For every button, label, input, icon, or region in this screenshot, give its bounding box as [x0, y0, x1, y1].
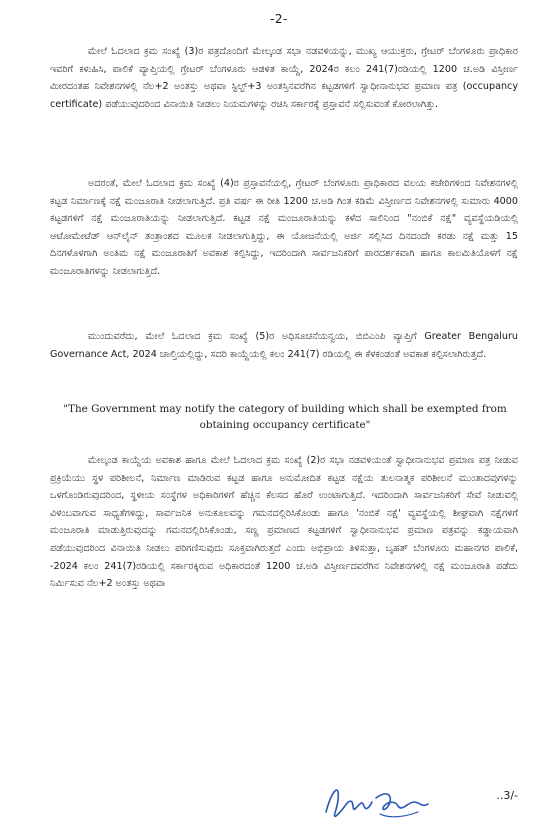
- signature-image: [318, 772, 436, 824]
- quoted-act-clause: "The Government may notify the category of building which shall be exempted from obtaining occupancy certificate": [63, 403, 507, 431]
- page-number: -2-: [270, 12, 288, 26]
- paragraph-2: ಅದರಂತೆ, ಮೇಲೆ ಓದಲಾದ ಕ್ರಮ ಸಂಖ್ಯೆ (4)ರ ಪ್ರಸ್ತಾವನೆಯಲ್ಲಿ, ಗ್ರೇಟರ್ ಬೆಂಗಳೂರು ಪ್ರಾಧಿಕಾರದ ವಲಯ ಕಚೇರಿಗಳಿಂದ ನಿವೇಶನಗಳಲ್ಲಿ ಕಟ್ಟಡ ನಿರ್ಮಾಣಕ್ಕೆ ನಕ್ಷೆ ಮಂಜೂರಾತಿ ನೀಡಲಾಗುತ್ತಿದೆ. ಪ್ರತಿ ವರ್ಷ ಈ ರೀತಿ 1200 ಚ.ಅಡಿ ಗಿಂತ ಕಡಿಮೆ ವಿಸ್ತೀರ್ಣದ ನಿವೇಶನಗಳಲ್ಲಿ ಸುಮಾರು 4000 ಕಟ್ಟಡಗಳಿಗೆ ನಕ್ಷೆ ಮಂಜೂರಾತಿಯನ್ನು ನೀಡಲಾಗುತ್ತಿದೆ. ಕಟ್ಟಡ ನಕ್ಷೆ ಮಂಜೂರಾತಿಯನ್ನು ಕಳೆದ ಸಾಲಿನಿಂದ "ನಂಬಿಕೆ ನಕ್ಷೆ" ವ್ಯವಸ್ಥೆಯಡಿಯಲ್ಲಿ ಆಟೋಮೇಟೆಡ್ ಆನ್‌ಲೈನ್ ತಂತ್ರಾಂಶದ ಮೂಲಕ ನೀಡಲಾಗುತ್ತಿದ್ದು, ಈ ಯೋಜನೆಯಲ್ಲಿ ಅರ್ಜಿ ಸಲ್ಲಿಸಿದ ದಿನದಂದೇ ಕರಡು ನಕ್ಷೆ ಮತ್ತು 15 ದಿನಗಳೊಳಗಾಗಿ ಅಂತಿಮ ನಕ್ಷೆ ಮಂಜೂರಾತಿಗೆ ಅವಕಾಶ ಕಲ್ಪಿಸಿದ್ದು, ಇದರಿಂದಾಗಿ ಸಾರ್ವಜನಿಕರಿಗೆ ಪಾರದರ್ಶಕವಾಗಿ ಹಾಗೂ ಕಾಲಮಿತಿಯೊಳಗೆ ನಕ್ಷೆ ಮಂಜೂರಾತಿಗಳನ್ನು ನೀಡಲಾಗುತ್ತಿದೆ.: [50, 178, 518, 277]
- paragraph-1: ಮೇಲೆ ಓದಲಾದ ಕ್ರಮ ಸಂಖ್ಯೆ (3)ರ ಪತ್ರದೊಂದಿಗೆ ಮೇಲ್ಕಂಡ ಸಭಾ ನಡವಳಿಯನ್ನು, ಮುಖ್ಯ ಆಯುಕ್ತರು, ಗ್ರೇಟರ್ ಬೆಂಗಳೂರು ಪ್ರಾಧಿಕಾರ ಇವರಿಗೆ ಕಳುಹಿಸಿ, ಪಾಲಿಕೆ ವ್ಯಾಪ್ತಿಯಲ್ಲಿ ಗ್ರೇಟರ್ ಬೆಂಗಳೂರು ಆಡಳಿತ ಕಾಯ್ದೆ, 2024ರ ಕಲಂ 241(7)ರಡಿಯಲ್ಲಿ 1200 ಚ.ಅಡಿ ವಿಸ್ತೀರ್ಣ ಮೀರದಂತಹ ನಿವೇಶನಗಳಲ್ಲಿ ನೆಲ+2 ಅಂತಸ್ತು ಅಥವಾ ಸ್ಟಿಲ್ಟ್+3 ಅಂತಸ್ತಿನವರೆಗಿನ ಕಟ್ಟಡಗಳಿಗೆ ಸ್ವಾಧೀನಾನುಭವ ಪ್ರಮಾಣ ಪತ್ರ (occupancy certificate) ಪಡೆಯುವುದರಿಂದ ವಿನಾಯಿತಿ ನೀಡಲು ನಿಯಮಗಳನ್ನು ರಚಿಸಿ ಸರ್ಕಾರಕ್ಕೆ ಪ್ರಸ್ತಾವನೆ ಸಲ್ಲಿಸುವಂತೆ ಕೋರಲಾಗಿತ್ತು.: [50, 46, 518, 110]
- paragraph-4: ಮೇಲ್ಕಂಡ ಕಾಯ್ದೆಯ ಅವಕಾಶ ಹಾಗೂ ಮೇಲೆ ಓದಲಾದ ಕ್ರಮ ಸಂಖ್ಯೆ (2)ರ ಸಭಾ ನಡವಳಿಯಂತೆ ಸ್ವಾಧೀನಾನುಭವ ಪ್ರಮಾಣ ಪತ್ರ ನೀಡುವ ಪ್ರಕ್ರಿಯೆಯು ಸ್ಥಳ ಪರಿಶೀಲನೆ, ನಿರ್ಮಾಣ ಮಾಡಿರುವ ಕಟ್ಟಡ ಹಾಗೂ ಅನುಮೋದಿತ ಕಟ್ಟಡ ನಕ್ಷೆಯ ತುಲನಾತ್ಮಕ ಪರಿಶೀಲನೆ ಮುಂತಾದವುಗಳನ್ನು ಒಳಗೊಂಡಿರುವುದರಿಂದ, ಸ್ಥಳೀಯ ಸಂಸ್ಥೆಗಳ ಅಧಿಕಾರಿಗಳಿಗೆ ಹೆಚ್ಚಿನ ಕೆಲಸದ ಹೊರೆ ಉಂಟಾಗುತ್ತಿದೆ. ಇದರಿಂದಾಗಿ ಸಾರ್ವಜನಿಕರಿಗೆ ಸೇವೆ ನೀಡುವಲ್ಲಿ ವಿಳಂಬವಾಗುವ ಸಾಧ್ಯತೆಗಳಿದ್ದು, ಸಾರ್ವಜನಿಕ ಅನುಕೂಲವನ್ನು ಗಮನದಲ್ಲಿರಿಸಿಕೊಂಡು ಹಾಗೂ 'ನಂಬಿಕೆ ನಕ್ಷೆ' ವ್ಯವಸ್ಥೆಯಲ್ಲಿ ಶೀಘ್ರವಾಗಿ ನಕ್ಷೆಗಳಿಗೆ ಮಂಜೂರಾತಿ ಮಾಡುತ್ತಿರುವುದನ್ನು ಗಮನದಲ್ಲಿರಿಸಿಕೊಂಡು, ಸಣ್ಣ ಪ್ರಮಾಣದ ಕಟ್ಟಡಗಳಿಗೆ ಸ್ವಾಧೀನಾನುಭವ ಪ್ರಮಾಣ ಪತ್ರವನ್ನು ಕಡ್ಡಾಯವಾಗಿ ಪಡೆಯುವುದರಿಂದ ವಿನಾಯಿತಿ ನೀಡಲು ಪರಿಗಣಿಸುವುದು ಸೂಕ್ತವಾಗಿರುತ್ತದೆ ಎಂದು ಅಭಿಪ್ರಾಯ ತಿಳಿಸುತ್ತಾ, ಬೃಹತ್ ಬೆಂಗಳೂರು ಮಹಾನಗರ ಪಾಲಿಕೆ, -2024 ಕಲಂ 241(7)ರಡಿಯಲ್ಲಿ ಸರ್ಕಾರಕ್ಕಿರುವ ಅಧಿಕಾರದಂತೆ 1200 ಚ.ಅಡಿ ವಿಸ್ತೀರ್ಣದವರೆಗಿನ ನಿವೇಶನಗಳಲ್ಲಿ ನಕ್ಷೆ ಮಂಜೂರಾತಿ ಪಡೆದು ನಿರ್ಮಿಸುವ ನೆಲ+2 ಅಂತಸ್ತು ಅಥವಾ: [50, 455, 518, 590]
- continuation-page-marker: ..3/-: [496, 789, 518, 802]
- paragraph-3: ಮುಂದುವರೆದು, ಮೇಲೆ ಓದಲಾದ ಕ್ರಮ ಸಂಖ್ಯೆ (5)ರ ಅಧಿಸೂಚನೆಯನ್ವಯ, ಬಿಬಿಎಂಪಿ ವ್ಯಾಪ್ತಿಗೆ Greater Bengaluru Governance Act, 2024 ಚಾಲ್ತಿಯಲ್ಲಿದ್ದು, ಸದರಿ ಕಾಯ್ದೆಯಲ್ಲಿ ಕಲಂ 241(7) ರಡಿಯಲ್ಲಿ ಈ ಕೆಳಕಂಡಂತೆ ಅವಕಾಶ ಕಲ್ಪಿಸಲಾಗಿರುತ್ತದೆ.: [50, 331, 518, 360]
